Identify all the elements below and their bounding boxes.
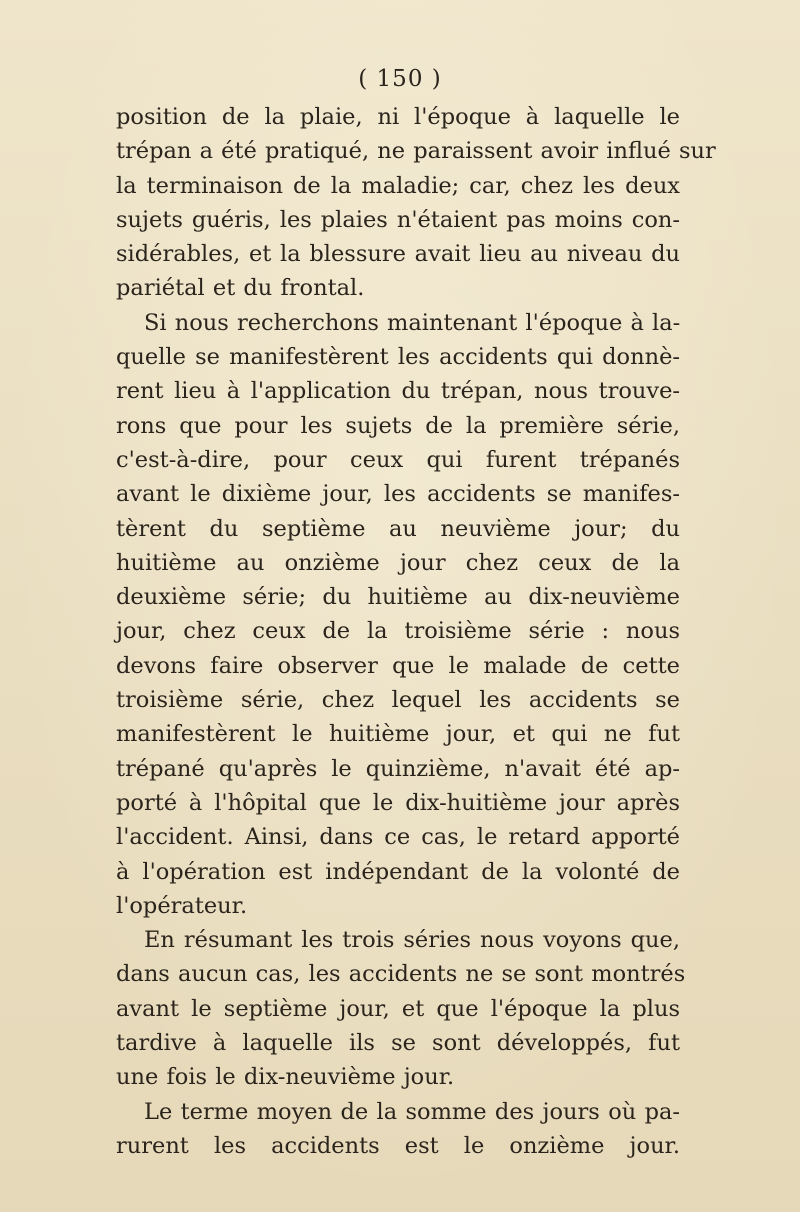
text-line: pariétal et du frontal. [116, 275, 365, 302]
text-line: quelle se manifestèrent les accidents qui donnè- [116, 344, 680, 371]
text-line: trépan a été pratiqué, ne paraissent avoir influé sur [116, 138, 716, 165]
text-line: tèrent du septième au neuvième jour; du [116, 515, 680, 542]
text-line: c'est-à-dire, pour ceux qui furent trépanés [116, 446, 680, 473]
text-line: position de la plaie, ni l'époque à laquelle le [116, 104, 680, 130]
text-line: dans aucun cas, les accidents ne se sont montrés [116, 961, 686, 988]
text-line: En résumant les trois séries nous voyons que, [144, 927, 680, 954]
text-line: devons faire observer que le malade de cette [116, 652, 680, 679]
text-line: rurent les accidents est le onzième jour. [116, 1132, 680, 1159]
text-line: à l'opération est indépendant de la volonté de [116, 858, 680, 885]
text-line: rent lieu à l'application du trépan, nous trouve- [116, 378, 680, 405]
text-line: Si nous recherchons maintenant l'époque à la- [144, 309, 681, 336]
text-line: manifestèrent le huitième jour, et qui ne fut [116, 721, 680, 748]
body-text [116, 100, 716, 1163]
text-line: troisième série, chez lequel les accidents se [116, 687, 680, 714]
text-line: une fois le dix-neuvième jour. [116, 1064, 455, 1091]
text-line: porté à l'hôpital que le dix-huitième jour après [116, 789, 680, 816]
text-line: l'accident. Ainsi, dans ce cas, le retard apporté [116, 824, 680, 851]
text-line: Le terme moyen de la somme des jours où pa- [144, 1098, 680, 1125]
text-line: jour, chez ceux de la troisième série : nous [116, 618, 680, 645]
text-line: trépané qu'après le quinzième, n'avait été ap- [116, 755, 680, 782]
text-line: l'opérateur. [116, 892, 248, 919]
text-line: avant le septième jour, et que l'époque la plus [116, 995, 680, 1022]
text-line: tardive à laquelle ils se sont développés, fut [116, 1030, 680, 1057]
text-line: sidérables, et la blessure avait lieu au niveau du [116, 241, 680, 268]
text-line: deuxième série; du huitième au dix-neuvième [116, 584, 680, 611]
text-line: rons que pour les sujets de la première série, [116, 412, 680, 439]
page-number: ( 150 ) [358, 66, 442, 92]
text-line: sujets guéris, les plaies n'étaient pas moins con- [116, 206, 680, 233]
text-line: avant le dixième jour, les accidents se manifes- [116, 481, 680, 508]
text-line: la terminaison de la maladie; car, chez les deux [116, 172, 680, 199]
text-line: huitième au onzième jour chez ceux de la [116, 549, 680, 576]
